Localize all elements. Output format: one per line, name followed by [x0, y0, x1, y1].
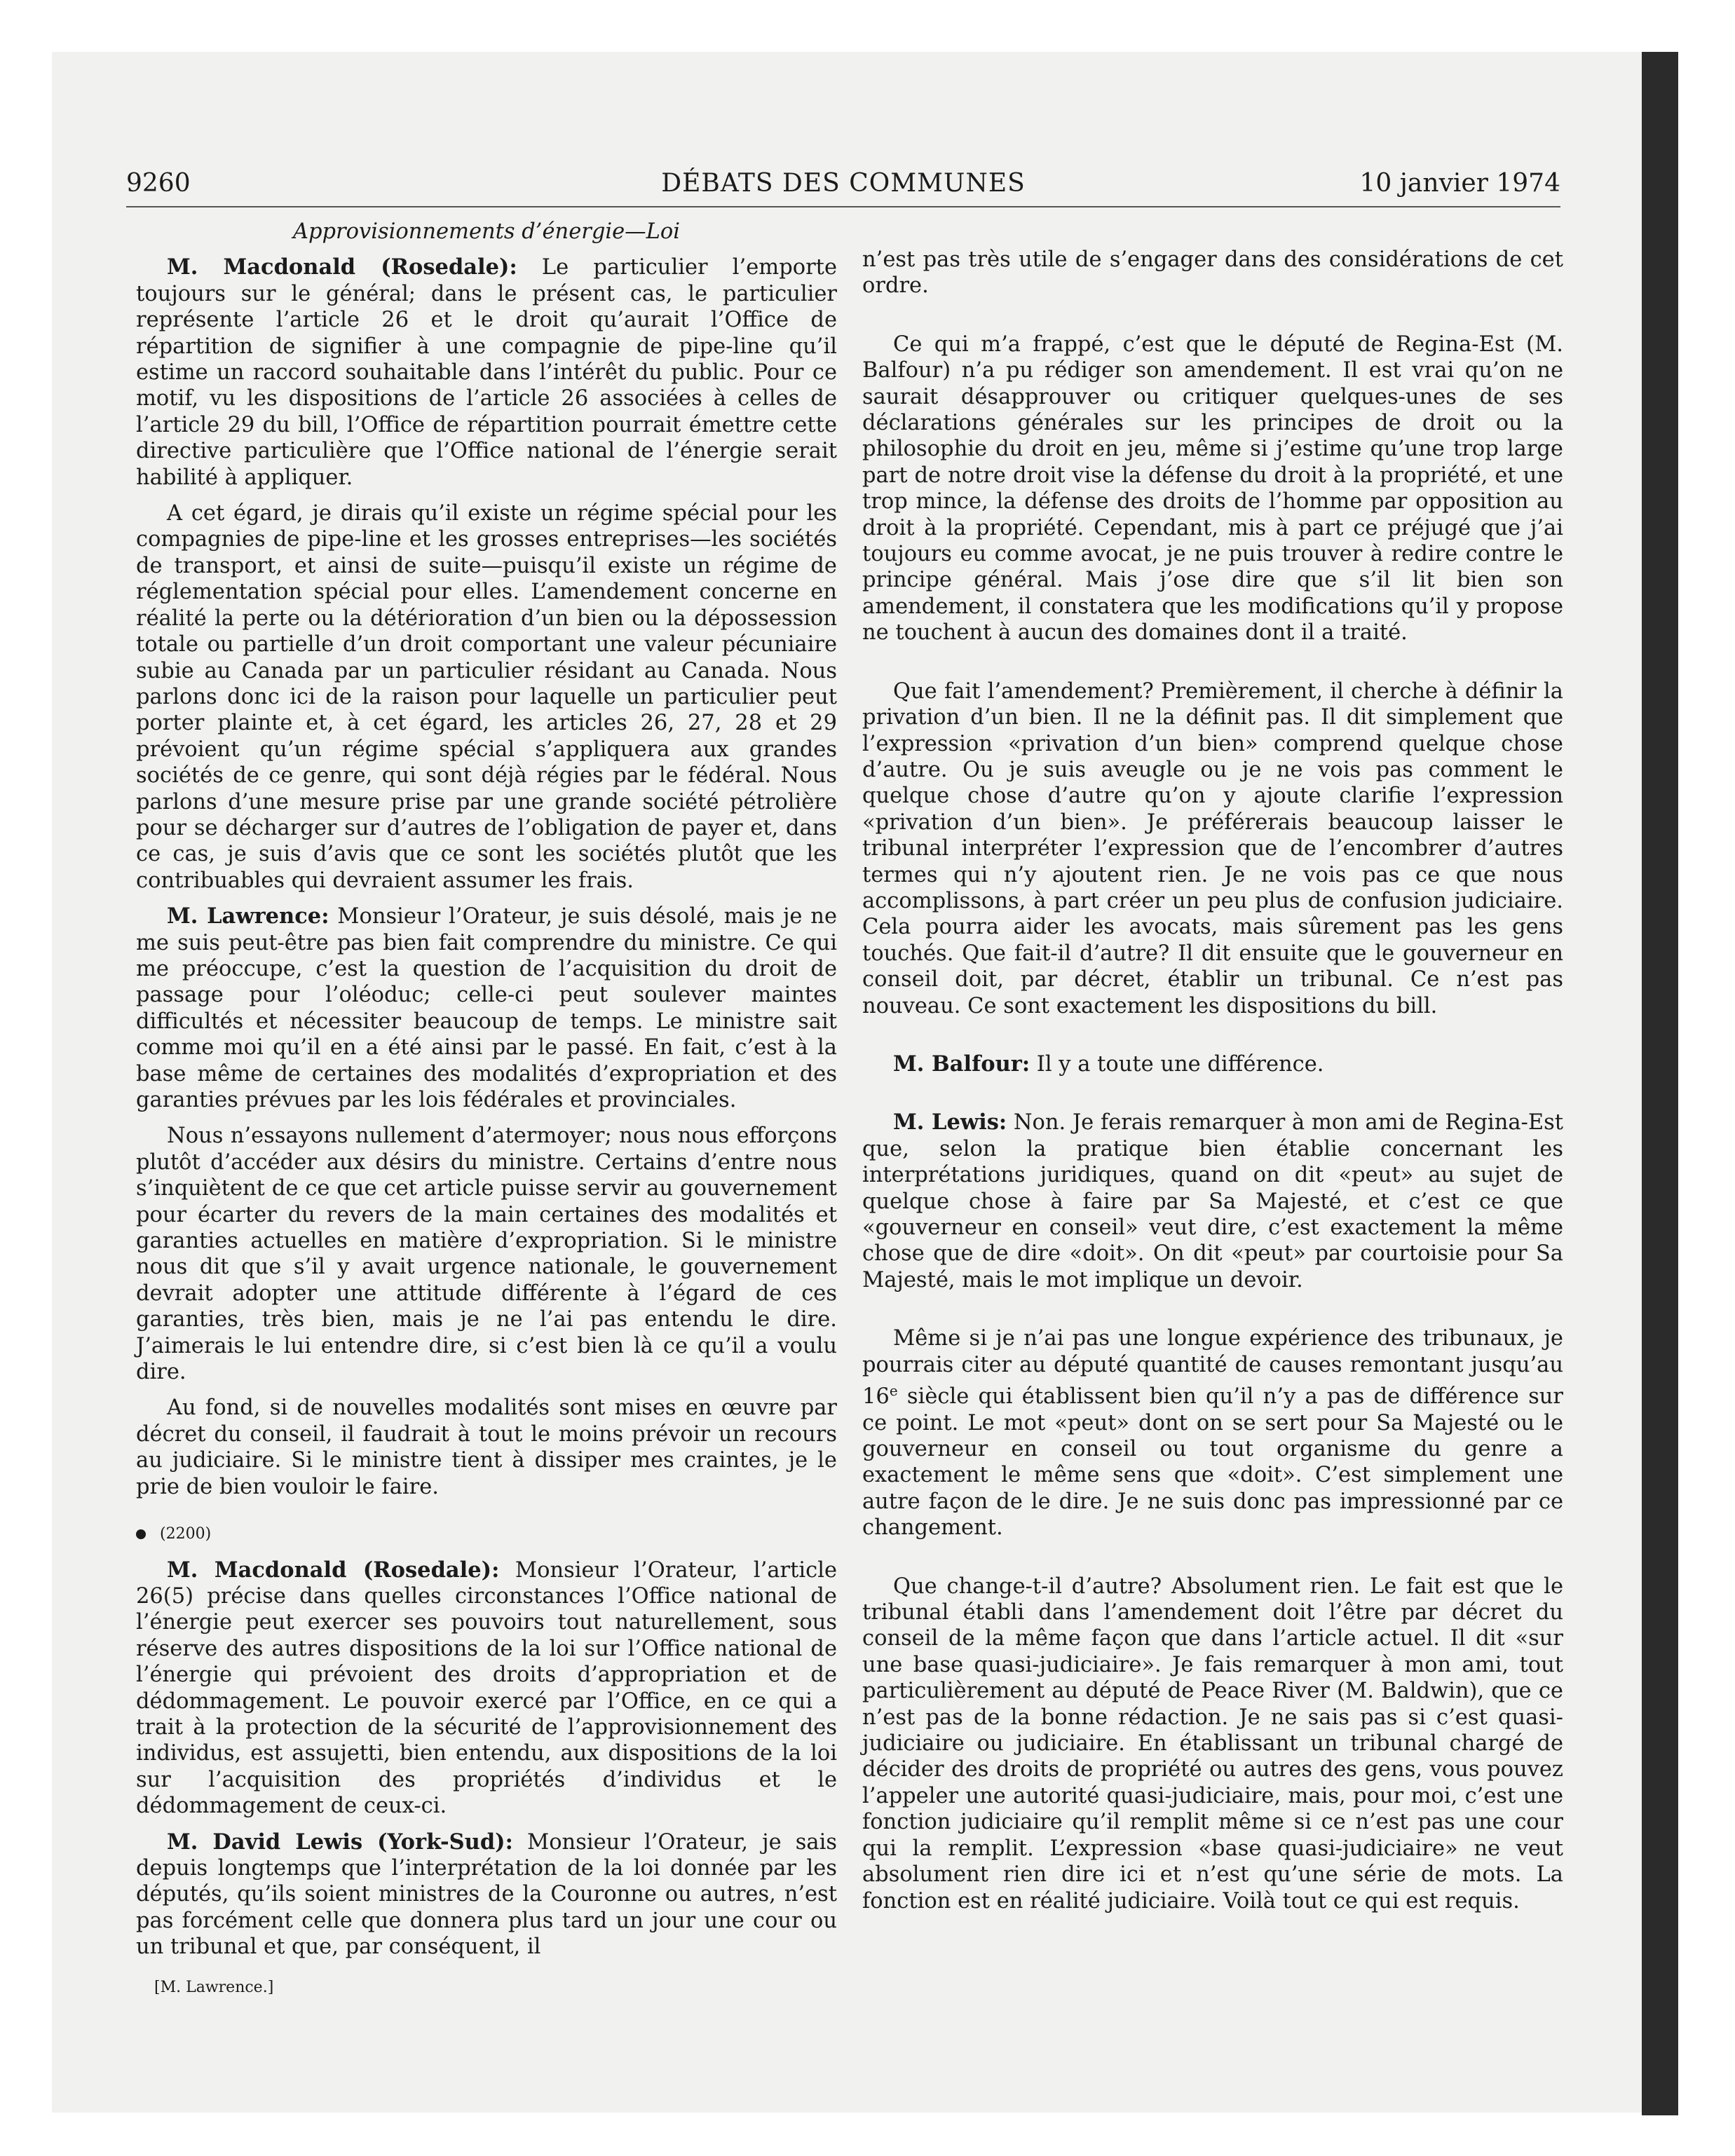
speaker-name: M. David Lewis (York-Sud):	[167, 1829, 513, 1855]
paragraph	[136, 254, 837, 491]
paragraph-text: Que change-t-il d’autre? Absolument rien. Le fait est que le tribunal établi dans l’amendement doit l’être par décret du conseil de la même façon que dans l’article actuel. Il dit «sur une base quasi-judiciaire». Je fais remarquer à mon ami, tout particulièrement au député de Peace River (M. Baldwin), que ce n’est pas de la bonne rédaction. Je ne sais pas si c’est quasi-judiciaire ou judiciaire. En établissant un tribunal chargé de décider des droits de propriété ou autres des gens, vous pouvez l’appeler une autorité quasi-judiciaire, mais, pour moi, c’est une fonction judiciaire qu’il remplit même si ce n’est pas une cour qui la remplit. L’expression «base quasi-judiciaire» ne veut absolument rien dire ici et n’est qu’une série de mots. La fonction est en réalité judiciaire. Voilà tout ce qui est requis.	[862, 1574, 1563, 1913]
paragraph-text: Que fait l’amendement? Premièrement, il cherche à définir la privation d’un bien. Il ne la définit pas. Il dit simplement que l’expression «privation d’un bien» comprend quelque chose d’autre. Ou je suis aveugle ou je ne vois pas comment le quelque chose d’autre qu’on y ajoute clarifie l’expression «privation d’un bien». Je préférerais beaucoup laisser le tribunal interpréter l’expression que de l’encombrer d’autres termes qui n’y ajoutent rien. Je ne vois pas ce que nous accomplissons, à part créer un peu plus de confusion judiciaire. Cela pourra aider les avocats, mais sûrement pas les gens touchés. Que fait-il d’autre? Il dit ensuite que le gouverneur en conseil doit, par décret, établir un tribunal. Ce n’est pas nouveau. Ce sont exactement les dispositions du bill.	[862, 678, 1563, 1018]
paragraph-text: Même si je n’ai pas une longue expérience des tribunaux, je pourrais citer au député quantité de causes remontant jusqu’au 16	[862, 1326, 1563, 1410]
paragraph-text: Au fond, si de nouvelles modalités sont mises en œuvre par décret du conseil, il faudrait à tout le moins prévoir un recours au judiciaire. Si le ministre tient à dissiper mes craintes, je le prie de bien vouloir le faire.	[136, 1396, 837, 1499]
paragraph-continuation: n’est pas très utile de s’engager dans des considérations de cet ordre.	[862, 247, 1563, 299]
page-number: 9260	[126, 169, 191, 198]
paragraph	[862, 1574, 1563, 1914]
paragraph-text: Le particulier l’emporte toujours sur le général; dans le présent cas, le particulier représente l’article 26 et le droit qu’aurait l’Office de répartition de signifier à une compagnie de pipe-line qu’il estime un raccord souhaitable dans l’intérêt du public. Pour ce motif, vu les dispositions de l’article 26 associées à celles de l’article 29 du bill, l’Office de répartition pourrait émettre cette directive particulière que l’Office national de l’énergie serait habilité à appliquer.	[136, 255, 837, 490]
paragraph	[136, 1123, 837, 1385]
paragraph	[862, 1325, 1563, 1541]
section-heading: Approvisionnements d’énergie—Loi	[292, 219, 681, 244]
superscript: e	[889, 1382, 898, 1400]
speaker-name: M. Macdonald (Rosedale):	[167, 1557, 500, 1583]
paragraph-text: Monsieur l’Orateur, je suis désolé, mais je ne me suis peut-être pas bien fait comprendre du ministre. Ce qui me préoccupe, c’est la question de l’acquisition du droit de passage pour l’oléoduc; celle-ci peut soulever maintes difficultés et nécessiter beaucoup de temps. Le ministre sait comme moi qu’il en a été ainsi par le passé. En fait, c’est à la base même de certaines des modalités d’expropriation et des garanties prévues par les lois fédérales et provinciales.	[136, 904, 837, 1112]
paragraph	[136, 1395, 837, 1500]
paragraph-text: Non. Je ferais remarquer à mon ami de Regina-Est que, selon la pratique bien établie concernant les interprétations juridiques, quand on dit «peut» au sujet de quelque chose à faire par Sa Majesté, et c’est ce que «gouverneur en conseil» veut dire, c’est exactement la même chose que de dire «doit». On dit «peut» par courtoisie pour Sa Majesté, mais le mot implique un devoir.	[862, 1110, 1563, 1292]
scan-edge-shadow	[1642, 52, 1678, 2115]
paragraph	[136, 1557, 837, 1820]
paragraph	[862, 1110, 1563, 1293]
bullet-icon	[136, 1529, 146, 1539]
publication-title: DÉBATS DES COMMUNES	[661, 169, 1026, 198]
footnote: [M. Lawrence.]	[154, 1978, 274, 1996]
timestamp-text: (2200)	[160, 1525, 212, 1543]
paragraph	[862, 332, 1563, 646]
paragraph	[136, 500, 837, 894]
paragraph	[862, 678, 1563, 1019]
timestamp	[136, 1521, 837, 1547]
speaker-name: M. Macdonald (Rosedale):	[167, 254, 517, 280]
paragraph-text: Monsieur l’Orateur, je sais depuis longtemps que l’interprétation de la loi donnée par les députés, qu’ils soient ministres de la Couronne ou autres, n’est pas forcément celle que donnera plus tard un jour une cour ou un tribunal et que, par conséquent, il	[136, 1829, 837, 1960]
header-rule	[126, 206, 1560, 207]
paragraph	[136, 903, 837, 1113]
paragraph-text: Nous n’essayons nullement d’atermoyer; nous nous efforçons plutôt d’accéder aux désirs du ministre. Certains d’entre nous s’inquiètent de ce que cet article puisse servir au gouvernement pour écarter du revers de la main certaines des modalités et garanties actuelles en matière d’expropriation. Si le ministre nous dit que s’il y avait urgence nationale, le gouvernement devrait adopter une attitude différente à l’égard de ces garanties, très bien, mais je ne l’ai pas entendu le dire. J’aimerais le lui entendre dire, si c’est bien là ce qu’il a voulu dire.	[136, 1124, 837, 1385]
left-column	[136, 219, 837, 2000]
paragraph-text: Ce qui m’a frappé, c’est que le député de Regina-Est (M. Balfour) n’a pu rédiger son amendement. Il est vrai qu’on ne saurait désapprouver ou critiquer quelques-unes de ses déclarations générales sur les principes de droit ou la philosophie du droit en jeu, même si j’estime qu’une trop large part de notre droit vise la défense du droit à la propriété, et une trop mince, la défense des droits de l’homme par opposition au droit à la propriété. Cependant, mis à part ce préjugé que j’ai toujours eu comme avocat, je ne puis trouver à redire contre le principe général. Mais j’ose dire que s’il lit bien son amendement, il constatera que les modifications qu’il y propose ne touchent à aucun des domaines dont il a traité.	[862, 332, 1563, 646]
page-header	[126, 165, 1560, 202]
paragraph	[862, 1051, 1563, 1077]
paragraph	[136, 1829, 837, 1960]
paragraph-text: A cet égard, je dirais qu’il existe un régime spécial pour les compagnies de pipe-line et les grosses entreprises—les sociétés de transport, et ainsi de suite—puisqu’il existe un régime de réglementation spécial pour elles. L’amendement concerne en réalité la perte ou la détérioration d’un bien ou la dépossession totale ou partielle d’un droit comportant une valeur pécuniaire subie au Canada par un particulier résidant au Canada. Nous parlons donc ici de la raison pour laquelle un particulier peut porter plainte et, à cet égard, les articles 26, 27, 28 et 29 prévoient qu’un régime spécial s’appliquera aux grandes sociétés de ce genre, qui sont déjà régies par le fédéral. Nous parlons d’une mesure prise par une grande société pétrolière pour se décharger sur d’autres de l’obligation de payer et, dans ce cas, je suis d’avis que ce sont les sociétés plutôt que les contribuables qui devraient assumer les frais.	[136, 501, 837, 893]
paragraph-text: Monsieur l’Orateur, l’article 26(5) précise dans quelles circonstances l’Office national de l’énergie peut exercer ses pouvoirs tout naturellement, sous réserve des autres dispositions de la loi sur l’Office national de l’énergie qui prévoient des droits d’appropriation et de dédommagement. Le pouvoir exercé par l’Office, en ce qui a trait à la protection de la sécurité de l’approvisionnement des individus, est assujetti, bien entendu, aux dispositions de la loi sur l’acquisition des propriétés d’individus et le dédommagement de ceux-ci.	[136, 1557, 838, 1819]
right-column	[862, 247, 1563, 1914]
speaker-name: M. Balfour:	[893, 1051, 1030, 1077]
speaker-name: M. Lewis:	[893, 1110, 1007, 1135]
speaker-name: M. Lawrence:	[167, 903, 329, 929]
page-date: 10 janvier 1974	[1359, 169, 1560, 198]
paragraph-text: siècle qui établissent bien qu’il n’y a pas de différence sur ce point. Le mot «peut» dont on se sert pour Sa Majesté ou le gouverneur en conseil ou tout organisme du genre a exactement le même sens que «doit». C’est simplement une autre façon de le dire. Je ne suis donc pas impressionné par ce changement.	[862, 1384, 1563, 1541]
paragraph-text: Il y a toute une différence.	[1030, 1051, 1324, 1077]
